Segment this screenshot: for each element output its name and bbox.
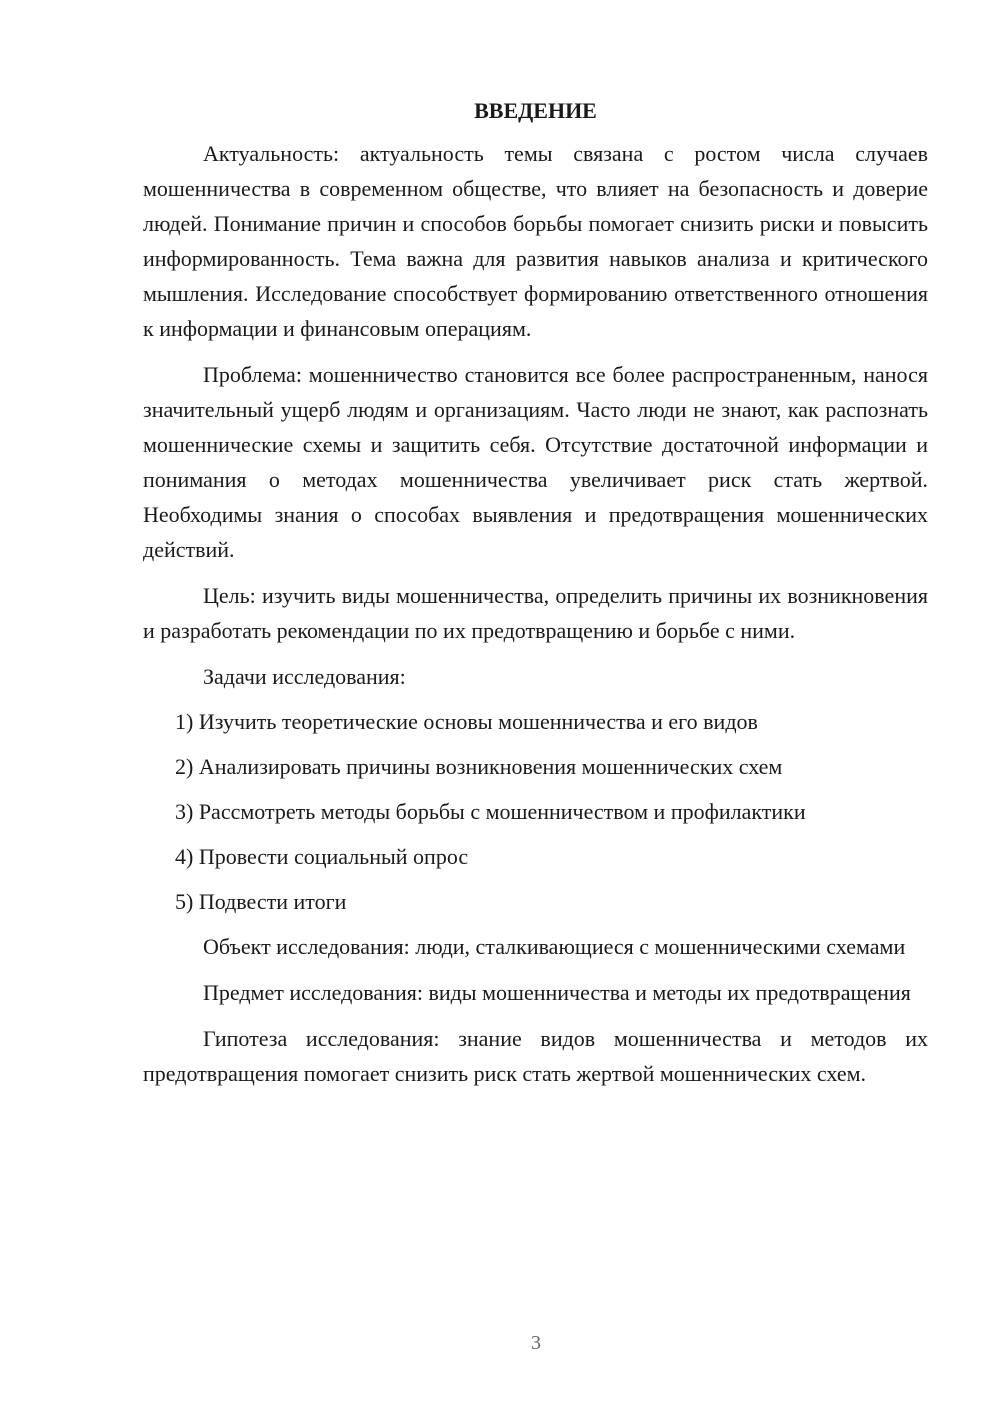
problem-paragraph: Проблема: мошенничество становится все более распространенным, нанося значительный ущерб людям и организациям. Часто люди не знают, как распознать мошеннические схемы и защитить себя. Отсутствие достаточной информации и понимания о методах мошенничества увеличивает риск стать жертвой. Необходимы знания о способах выявления и предотвращения мошеннических действий. bbox=[143, 362, 928, 562]
task-item-4: 4) Провести социальный опрос bbox=[175, 844, 469, 869]
subject-paragraph: Предмет исследования: виды мошенничества и методы их предотвращения bbox=[203, 980, 911, 1005]
page-number: 3 bbox=[531, 1332, 541, 1354]
task-item-3: 3) Рассмотреть методы борьбы с мошенничеством и профилактики bbox=[175, 799, 806, 824]
object-paragraph: Объект исследования: люди, сталкивающиеся с мошенническими схемами bbox=[203, 934, 906, 959]
hypothesis-paragraph: Гипотеза исследования: знание видов мошенничества и методов их предотвращения помогает снизить риск стать жертвой мошеннических схем. bbox=[143, 1026, 928, 1086]
task-item-1: 1) Изучить теоретические основы мошенничества и его видов bbox=[175, 709, 758, 734]
tasks-list bbox=[143, 704, 928, 919]
task-item-5: 5) Подвести итоги bbox=[175, 889, 347, 914]
tasks-heading: Задачи исследования: bbox=[203, 664, 406, 689]
goal-paragraph: Цель: изучить виды мошенничества, определить причины их возникновения и разработать рекомендации по их предотвращению и борьбе с ними. bbox=[143, 583, 928, 643]
relevance-paragraph: Актуальность: актуальность темы связана с ростом числа случаев мошенничества в современном обществе, что влияет на безопасность и доверие людей. Понимание причин и способов борьбы помогает снизить риски и повысить информированность. Тема важна для развития навыков анализа и критического мышления. Исследование способствует формированию ответственного отношения к информации и финансовым операциям. bbox=[143, 141, 928, 341]
task-item-2: 2) Анализировать причины возникновения мошеннических схем bbox=[175, 754, 783, 779]
document-page bbox=[143, 96, 928, 1102]
section-heading: ВВЕДЕНИЕ bbox=[474, 98, 597, 123]
